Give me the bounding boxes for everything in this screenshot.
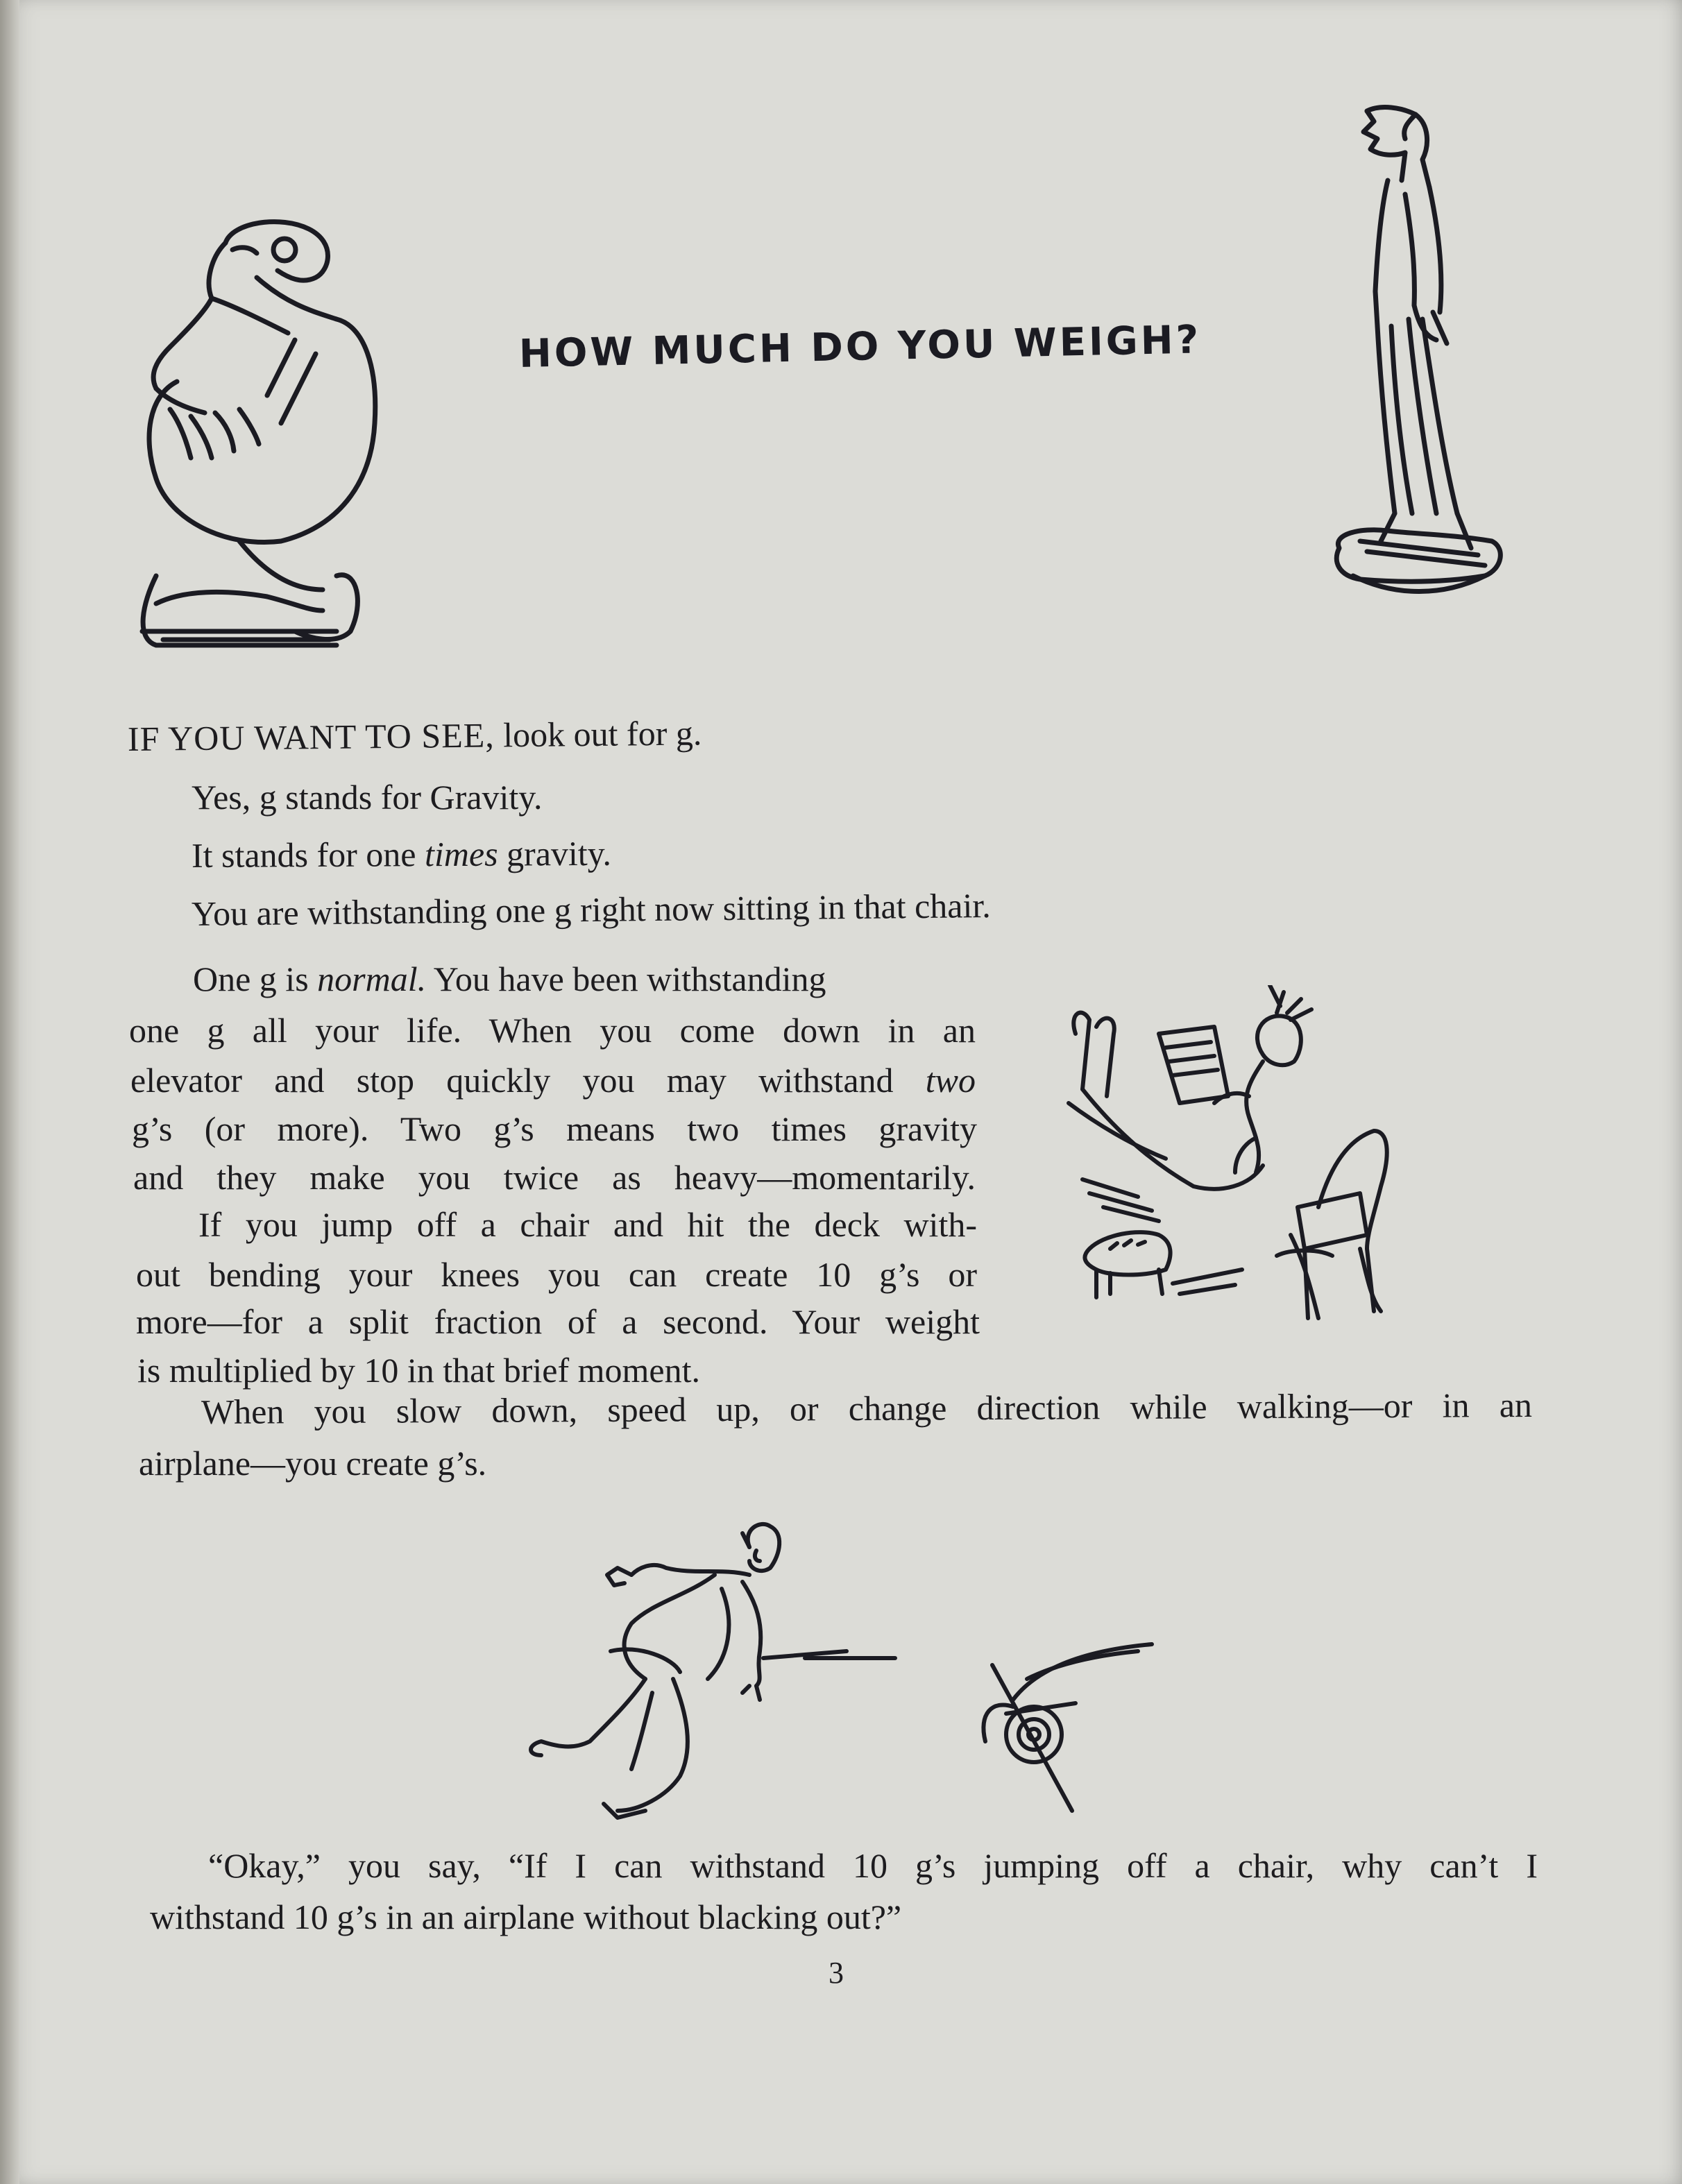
block-row-1-post: You have been withstanding [426,959,826,998]
text-line-2-pre: It stands for one [191,835,425,875]
text-line-2-em: times [424,834,498,874]
thin-man-on-scale-icon [1291,97,1520,638]
walking-row-1: When you slow down, speed up, or change direction while walking—or in an [201,1385,1533,1431]
book-spine [0,0,19,2184]
block-row-4: g’s (or more). Two g’s means two times gravity [132,1109,977,1148]
block-row-2: one g all your life. When you come down in an [129,1011,976,1050]
text-line-2-post: gravity. [498,833,612,873]
intro-rest: look out for g. [494,713,702,755]
falling-reader-and-chair-icon [1041,985,1429,1346]
block-row-3 [130,1063,976,1098]
block-row-1 [193,959,826,998]
intro-lead: IF YOU WANT TO SEE, [127,715,495,758]
text-line-2 [191,833,612,875]
quote-row-2: withstand 10 g’s in an airplane without blacking out?” [150,1897,902,1936]
walking-man-icon [513,1519,902,1832]
block-row-3-em: two [925,1061,976,1100]
spinning-propeller-icon [971,1637,1166,1825]
text-line-1: Yes, g stands for Gravity. [192,778,543,817]
fat-man-on-scale-icon [128,215,441,659]
block-row-5: and they make you twice as heavy—momentarily. [133,1158,976,1197]
page-number: 3 [829,1956,844,1990]
block-row-9: is multiplied by 10 in that brief moment. [137,1351,701,1390]
page-title: HOW MUCH DO YOU WEIGH? [518,317,1202,377]
block-row-1-em: normal. [317,959,427,998]
block-row-1-pre: One g is [193,959,318,998]
block-row-3-pre: elevator and stop quickly you may withstand [130,1061,926,1100]
block-row-8: more—for a split fraction of a second. Your weight [136,1302,980,1341]
intro-line [128,715,702,756]
block-row-7: out bending your knees you can create 10 g’s or [136,1255,977,1294]
block-row-6: If you jump off a chair and hit the deck with- [198,1205,977,1244]
walking-row-2: airplane—you create g’s. [139,1444,487,1483]
quote-row-1: “Okay,” you say, “If I can withstand 10 g’s jumping off a chair, why can’t I [208,1846,1538,1885]
text-line-3: You are withstanding one g right now sitting in that chair. [191,885,991,933]
